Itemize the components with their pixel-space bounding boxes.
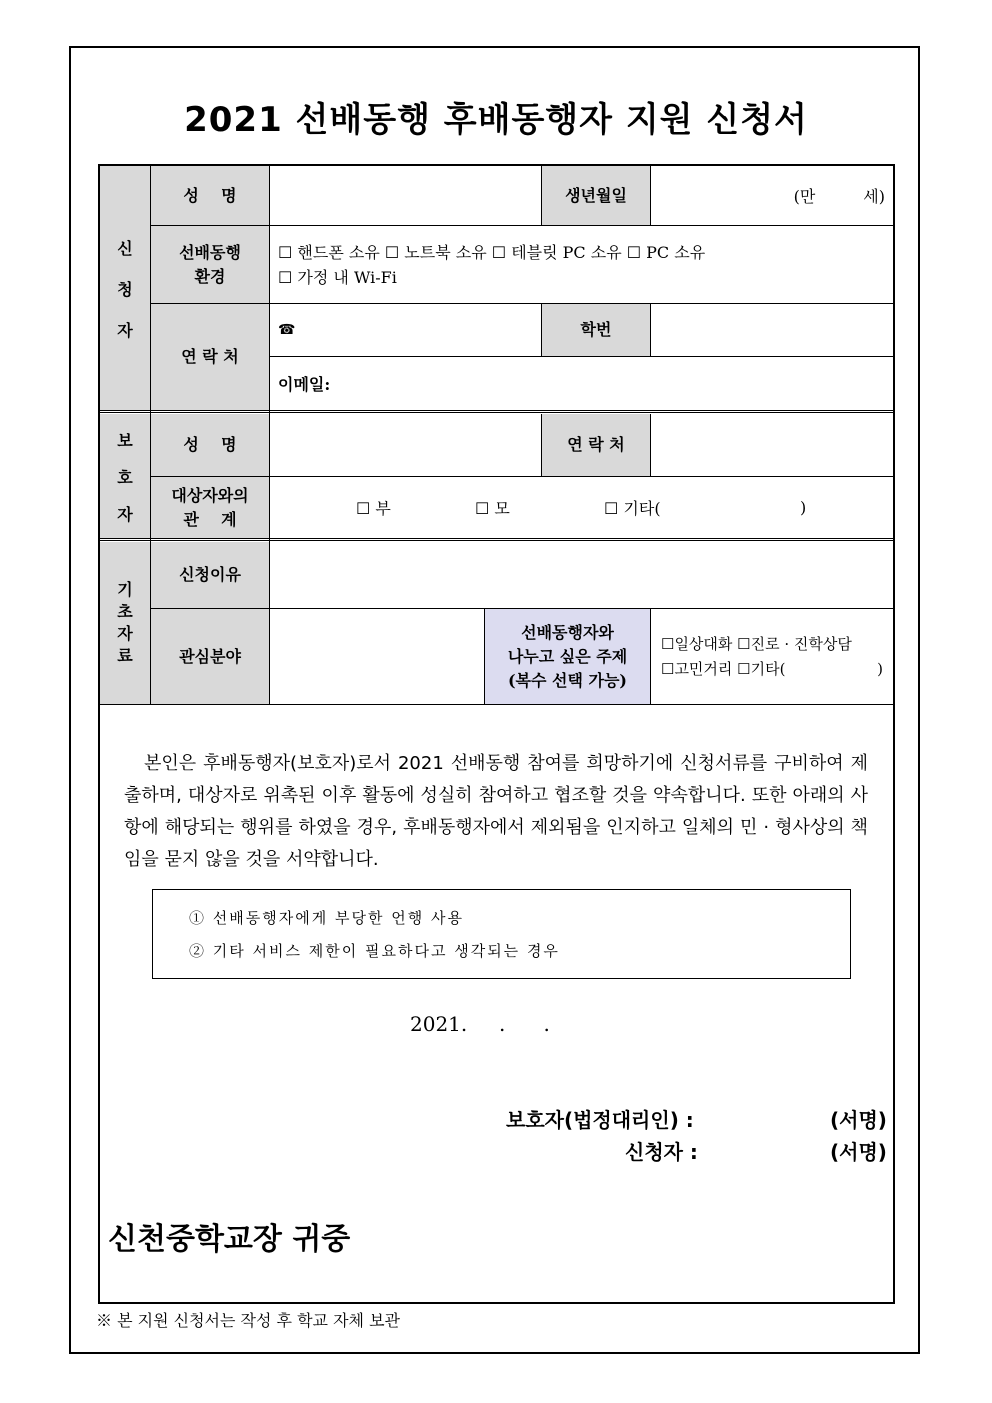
form-title: 2021 선배동행 후배동행자 지원 신청서 — [184, 100, 808, 140]
env-label: 선배동행 환경 — [151, 226, 269, 303]
grid-line — [650, 304, 651, 356]
relation-mother-checkbox[interactable]: ☐ 모 — [475, 499, 510, 518]
grid-line — [151, 608, 893, 609]
guardian-signature-label: 보호자(법정대리인) : — [506, 1108, 694, 1132]
grid-line — [151, 303, 893, 304]
topic-label: 선배동행자와 나누고 싶은 주제 (복수 선택 가능) — [485, 609, 650, 704]
guardian-section-char: 자 — [117, 504, 133, 524]
grid-line — [541, 414, 542, 476]
reason-field[interactable] — [270, 542, 893, 608]
interest-label: 관심분야 — [151, 609, 269, 704]
grid-line — [541, 304, 542, 356]
phone-field[interactable] — [270, 304, 541, 356]
applicant-name-field[interactable] — [270, 166, 541, 225]
applicant-signature-mark[interactable]: (서명) — [830, 1140, 887, 1164]
basic-section-char: 기 — [117, 580, 133, 599]
footnote: ※ 본 지원 신청서는 작성 후 학교 자체 보관 — [96, 1311, 400, 1330]
env-options-line-1[interactable]: ☐ 핸드폰 소유 ☐ 노트북 소유 ☐ 테블릿 PC 소유 ☐ PC 소유 — [278, 242, 706, 262]
section-divider — [100, 538, 893, 541]
applicant-signature-label: 신청자 : — [625, 1140, 698, 1164]
guardian-section-char: 보 — [117, 430, 133, 450]
condition-item: ① 선배동행자에게 부당한 언행 사용 — [189, 909, 464, 927]
applicant-section-char: 신 — [117, 238, 133, 258]
env-options[interactable] — [270, 226, 893, 303]
grid-line — [270, 356, 893, 357]
topic-options-line-2[interactable]: ☐고민거리 ☐기타( — [661, 659, 786, 678]
applicant-contact-label: 연 락 처 — [151, 304, 269, 410]
relation-options — [270, 477, 893, 538]
relation-other-checkbox[interactable]: ☐ 기타( — [604, 499, 661, 518]
applicant-section-char: 자 — [117, 320, 133, 340]
date-line: 2021. . . — [410, 1012, 550, 1036]
relation-other-close: ) — [800, 498, 807, 517]
guardian-contact-label: 연 락 처 — [542, 414, 650, 476]
condition-item: ② 기타 서비스 제한이 필요하다고 생각되는 경우 — [189, 942, 560, 960]
grid-line — [150, 166, 151, 704]
relation-father-checkbox[interactable]: ☐ 부 — [356, 499, 391, 518]
guardian-name-label: 성 명 — [151, 414, 269, 476]
basic-section-char: 자 — [117, 624, 133, 643]
applicant-section-char: 청 — [117, 279, 133, 299]
age-open: (만 — [793, 187, 816, 206]
topic-other-close: ) — [877, 659, 883, 678]
reason-label: 신청이유 — [151, 542, 269, 608]
interest-field[interactable] — [270, 609, 484, 704]
applicant-birth-field[interactable] — [651, 166, 893, 225]
email-field[interactable] — [270, 357, 893, 410]
grid-line — [269, 166, 270, 704]
guardian-contact-field[interactable] — [651, 414, 893, 476]
recipient: 신천중학교장 귀중 — [108, 1222, 351, 1257]
relation-label: 대상자와의 관 계 — [151, 477, 269, 538]
guardian-name-field[interactable] — [270, 414, 541, 476]
grid-line — [541, 166, 542, 225]
grid-line — [650, 414, 651, 476]
applicant-section-label — [100, 166, 150, 410]
topic-options[interactable] — [651, 609, 893, 704]
pledge-paragraph: 본인은 후배동행자(보호자)로서 2021 선배동행 참여를 희망하기에 신청서류를 구비하여 제출하며, 대상자로 위촉된 이후 활동에 성실히 참여하고 협조할 것을 약속합니다. 또한 아래의 사항에 해당되는 행위를 하였을 경우, 후배동행자에서 제외됨을 인지하고 일체의 민 · 형사상의 책임을 묻지 않을 것을 서약합니다. — [124, 753, 868, 870]
basic-section-char: 료 — [117, 646, 133, 665]
basic-section-char: 초 — [117, 602, 133, 621]
age-close: 세) — [863, 187, 885, 206]
grid-line — [650, 609, 651, 704]
grid-line — [650, 166, 651, 225]
grid-line — [151, 225, 893, 226]
student-id-label: 학번 — [542, 304, 650, 356]
applicant-birth-label: 생년월일 — [542, 166, 650, 225]
guardian-signature-mark[interactable]: (서명) — [830, 1108, 887, 1132]
guardian-section-label — [100, 414, 150, 538]
email-label: 이메일: — [278, 375, 331, 394]
section-divider — [100, 410, 893, 413]
basic-section-label — [100, 542, 150, 704]
grid-line — [100, 704, 893, 705]
topic-options-line-1[interactable]: ☐일상대화 ☐진로 · 진학상담 — [661, 634, 852, 653]
grid-line — [151, 476, 893, 477]
student-id-field[interactable] — [651, 304, 893, 356]
grid-line — [484, 609, 485, 704]
phone-icon: ☎ — [278, 322, 296, 338]
conditions-box — [152, 889, 851, 979]
env-options-line-2[interactable]: ☐ 가정 내 Wi-Fi — [278, 267, 397, 287]
applicant-name-label: 성 명 — [151, 166, 269, 225]
guardian-section-char: 호 — [117, 467, 133, 487]
